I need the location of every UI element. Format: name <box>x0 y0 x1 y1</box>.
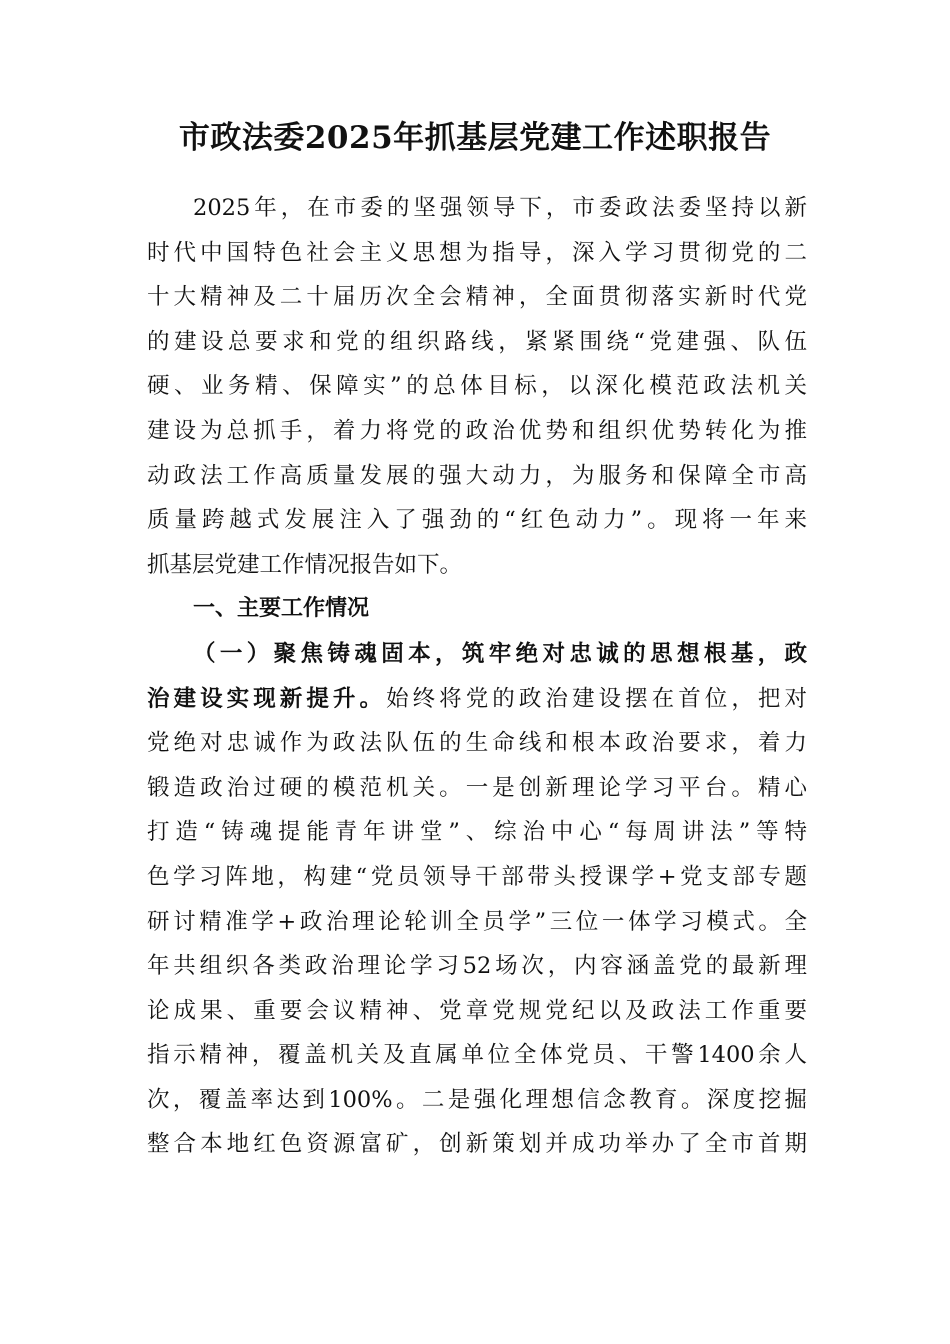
body-line: 党绝对忠诚作为政法队伍的生命线和根本政治要求，着力 <box>147 730 807 757</box>
intro-line: 2025年，在市委的坚强领导下，市委政法委坚持以新 <box>193 195 807 221</box>
body-line: 色学习阵地，构建“党员领导干部带头授课学+党支部专题 <box>147 863 807 890</box>
body-line: 打造“铸魂提能青年讲堂”、综治中心“每周讲法”等特 <box>147 819 807 846</box>
subsection-heading-tail: 治建设实现新提升。 <box>147 685 387 712</box>
body-line: 次，覆盖率达到100%。二是强化理想信念教育。深度挖掘 <box>147 1086 807 1113</box>
intro-line: 抓基层党建工作情况报告如下。 <box>147 551 463 578</box>
intro-line: 动政法工作高质量发展的强大动力，为服务和保障全市高 <box>147 462 807 489</box>
body-line: 锻造政治过硬的模范机关。一是创新理论学习平台。精心 <box>147 774 807 801</box>
body-line: 整合本地红色资源富矿，创新策划并成功举办了全市首期 <box>147 1131 807 1158</box>
document-body <box>147 186 807 1167</box>
intro-line: 质量跨越式发展注入了强劲的“红色动力”。现将一年来 <box>147 507 807 534</box>
body-line-start: 始终将党的政治建设摆在首位，把对 <box>386 685 807 712</box>
document-title: 市政法委2025年抓基层党建工作述职报告 <box>178 120 772 156</box>
intro-line: 的建设总要求和党的组织路线，紧紧围绕“党建强、队伍 <box>147 328 807 355</box>
section-heading: 一、主要工作情况 <box>193 596 370 622</box>
subsection-heading-continued <box>147 677 807 722</box>
intro-line: 硬、业务精、保障实”的总体目标，以深化模范政法机关 <box>147 373 807 400</box>
body-line: 年共组织各类政治理论学习52场次，内容涵盖党的最新理 <box>147 953 807 980</box>
body-line: 研讨精准学+政治理论轮训全员学”三位一体学习模式。全 <box>147 908 807 935</box>
subsection-heading: （一）聚焦铸魂固本，筑牢绝对忠诚的思想根基，政 <box>193 640 807 667</box>
intro-line: 时代中国特色社会主义思想为指导，深入学习贯彻党的二 <box>147 239 807 266</box>
intro-line: 十大精神及二十届历次全会精神，全面贯彻落实新时代党 <box>147 284 807 311</box>
intro-line: 建设为总抓手，着力将党的政治优势和组织优势转化为推 <box>147 417 807 444</box>
body-line: 指示精神，覆盖机关及直属单位全体党员、干警1400余人 <box>147 1042 807 1069</box>
body-line: 论成果、重要会议精神、党章党规党纪以及政法工作重要 <box>147 997 807 1024</box>
